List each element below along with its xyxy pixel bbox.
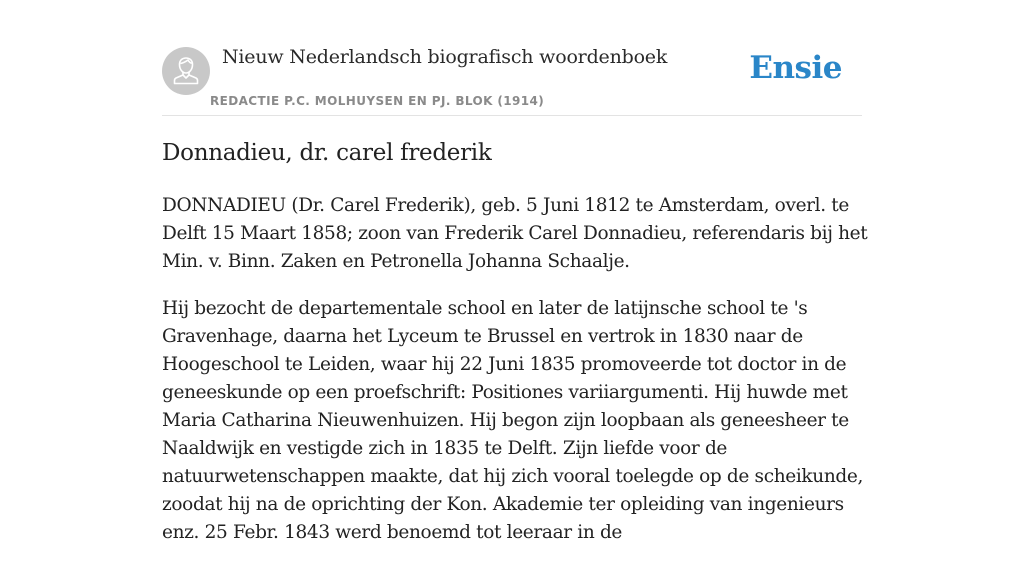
source-title[interactable]: Nieuw Nederlandsch biografisch woordenboek bbox=[222, 46, 668, 68]
source-editors: REDACTIE P.C. MOLHUYSEN EN PJ. BLOK (1914) bbox=[210, 94, 545, 108]
ensie-logo[interactable]: Ensie bbox=[749, 50, 842, 86]
article-body bbox=[162, 192, 872, 566]
article-title: Donnadieu, dr. carel frederik bbox=[162, 140, 492, 166]
source-header bbox=[162, 40, 862, 116]
user-outline-icon bbox=[162, 47, 210, 95]
article-paragraph: DONNADIEU (Dr. Carel Frederik), geb. 5 Juni 1812 te Amsterdam, overl. te Delft 15 Maart 1858; zoon van Frederik Carel Donnadieu, referendaris bij het Min. v. Binn. Zaken en Petronella Johanna Schaalje. bbox=[162, 195, 868, 272]
source-avatar[interactable] bbox=[162, 47, 210, 95]
article-paragraph: Hij bezocht de departementale school en later de latijnsche school te 's Gravenhage, daarna het Lyceum te Brussel en vertrok in 1830 naar de Hoogeschool te Leiden, waar hij 22 Juni 1835 promoveerde tot doctor in de geneeskunde op een proefschrift: Positiones variiargumenti. Hij huwde met Maria Catharina Nieuwenhuizen. Hij begon zijn loopbaan als geneesheer te Naaldwijk en vestigde zich in 1835 te Delft. Zijn liefde voor de natuurwetenschappen maakte, dat hij zich vooral toelegde op de scheikunde, zoodat hij na de oprichting der Kon. Akademie ter opleiding van ingenieurs enz. 25 Febr. 1843 werd benoemd tot leeraar in de bbox=[162, 298, 864, 543]
